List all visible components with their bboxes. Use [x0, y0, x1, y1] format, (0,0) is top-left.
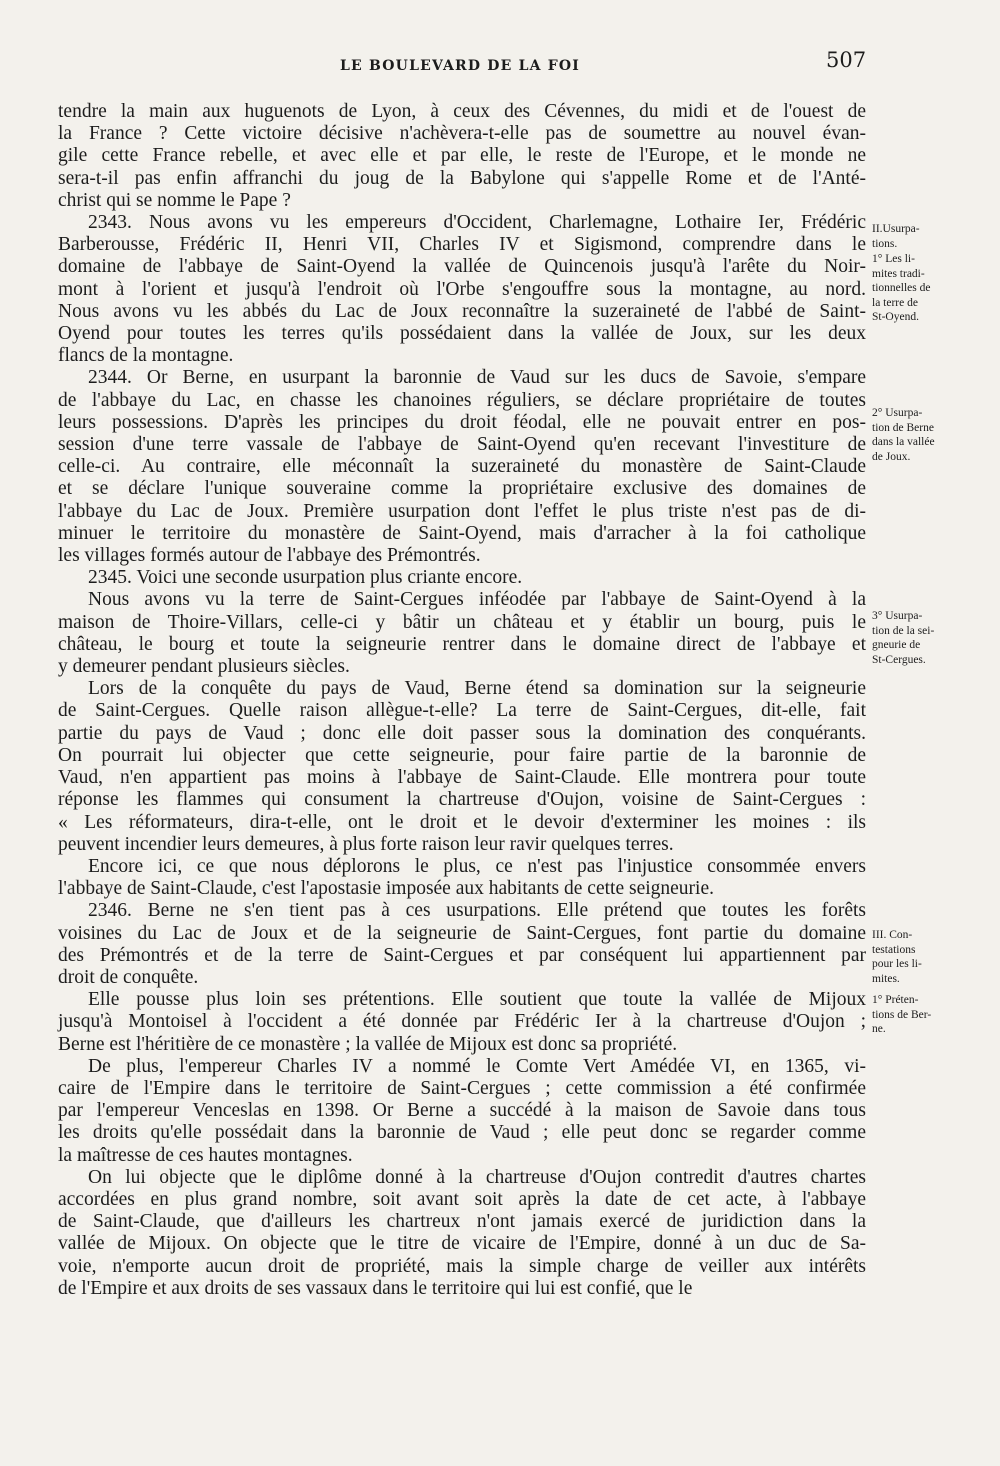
- margin-note: [872, 406, 964, 464]
- margin-note-line: la terre de: [872, 296, 918, 309]
- paragraph: [58, 589, 866, 678]
- margin-note: [872, 928, 964, 986]
- paragraph: [58, 856, 866, 900]
- paragraph: [58, 1167, 866, 1300]
- text-line: On lui objecte que le diplôme donné à la chartreuse d'Oujon contredit d'autres chartes: [88, 1166, 866, 1188]
- text-line: Nous avons vu la terre de Saint-Cergues inféodée par l'abbaye de Saint-Oyend à la: [88, 589, 866, 611]
- text-line: caire de l'Empire dans le territoire de Saint-Cergues ; cette commission a été confirmée: [58, 1077, 866, 1099]
- text-line: Encore ici, ce que nous déplorons le plus, ce n'est pas l'injustice consommée envers: [88, 855, 866, 877]
- text-line: château, le bourg et toute la seigneurie rentrer dans le domaine direct de l'abbaye et: [58, 633, 866, 655]
- margin-note-line: gneurie de: [872, 639, 921, 651]
- margin-note: [872, 252, 964, 325]
- paragraph: [58, 900, 866, 989]
- text-line: les droits qu'elle possédait dans la baronnie de Vaud ; elle peut donc se regarder comme: [58, 1122, 866, 1144]
- text-line: Berne est l'héritière de ce monastère ; la vallée de Mijoux est donc sa propriété.: [58, 1033, 678, 1055]
- margin-note-line: tion de la sei-: [872, 624, 935, 637]
- paragraph: [58, 101, 866, 212]
- text-line: de l'abbaye du Lac, en chasse les chanoines réguliers, se déclare propriétaire de toutes: [58, 389, 866, 411]
- margin-note: [872, 609, 964, 667]
- text-line: tendre la main aux huguenots de Lyon, à ceux des Cévennes, du midi et de l'ouest de: [58, 101, 866, 122]
- text-line: l'abbaye du Lac de Joux. Première usurpation dont l'effet le plus triste n'est pas de di-: [58, 500, 866, 522]
- text-line: par l'empereur Venceslas en 1398. Or Berne a succédé à la maison de Savoie dans tous: [58, 1100, 866, 1122]
- text-line: Oyend pour toutes les terres qu'ils possédaient dans la vallée de Joux, sur les deux: [58, 323, 866, 345]
- margin-note: [872, 993, 964, 1037]
- page-number: 507: [826, 48, 867, 72]
- text-line: Barberousse, Frédéric II, Henri VII, Charles IV et Sigismond, comprendre dans le: [58, 234, 866, 256]
- text-line: les villages formés autour de l'abbaye des Prémontrés.: [58, 545, 481, 567]
- text-line: leurs possessions. D'après les principes du droit féodal, elle ne pouvait entrer en pos-: [58, 411, 866, 433]
- margin-note-line: 3° Usurpa-: [872, 610, 923, 622]
- paragraph: [58, 1056, 866, 1167]
- text-line: 2344. Or Berne, en usurpant la baronnie de Vaud sur les ducs de Savoie, s'empare: [88, 367, 866, 389]
- margin-note-line: mites.: [872, 972, 900, 985]
- margin-note-line: II.Usurpa-: [872, 223, 920, 235]
- margin-note-line: 1° Les li-: [872, 253, 915, 265]
- text-line: Vaud, n'en appartient pas moins à l'abbaye de Saint-Claude. Elle montrera pour toute: [58, 767, 866, 789]
- text-line: l'abbaye de Saint-Claude, c'est l'apostasie imposée aux habitants de cette seigneurie.: [58, 878, 714, 900]
- paragraph: [58, 567, 866, 589]
- margin-note-line: St-Cergues.: [872, 653, 926, 666]
- text-line: flancs de la montagne.: [58, 345, 234, 367]
- text-line: la maîtresse de ces hautes montagnes.: [58, 1144, 353, 1166]
- text-line: des Prémontrés et de la terre de Saint-Cergues et par conséquent lui appartiennent par: [58, 944, 866, 966]
- margin-note-line: pour les li-: [872, 958, 922, 970]
- paragraph: [58, 678, 866, 856]
- text-line: On pourrait lui objecter que cette seigneurie, pour faire partie de la baronnie de: [58, 744, 866, 766]
- text-line: celle-ci. Au contraire, elle méconnaît la suzeraineté du monastère de Saint-Claude: [58, 456, 866, 478]
- text-line: accordées en plus grand nombre, soit avant soit après la date de cet acte, à l'abbaye: [58, 1188, 866, 1210]
- margin-note-line: mites tradi-: [872, 267, 925, 280]
- text-line: « Les réformateurs, dira-t-elle, ont le droit et le devoir d'exterminer les moines : ils: [58, 811, 866, 833]
- main-text: [58, 101, 866, 1300]
- text-line: partie du pays de Vaud ; donc elle doit passer sous la domination des conquérants.: [58, 722, 866, 744]
- text-line: Nous avons vu les abbés du Lac de Joux reconnaître la suzeraineté de l'abbé de Saint-: [58, 300, 866, 322]
- running-head: LE BOULEVARD DE LA FOI: [340, 58, 581, 74]
- text-line: mont à l'orient et jusqu'à l'endroit où l'Orbe s'engouffre sous la montagne, au nord.: [58, 278, 866, 300]
- margin-note-line: tion de Berne: [872, 421, 934, 434]
- margin-note-line: tionnelles de: [872, 282, 931, 294]
- paragraph: [58, 367, 866, 567]
- text-line: gile cette France rebelle, et avec elle et par elle, le reste de l'Europe, et le monde ne: [58, 145, 866, 167]
- text-line: Lors de la conquête du pays de Vaud, Berne étend sa domination sur la seigneurie: [88, 678, 866, 700]
- margin-note-line: tions de Ber-: [872, 1008, 932, 1021]
- text-line: vallée de Mijoux. On objecte que le titre de vicaire de l'Empire, donné à un duc de Sa-: [58, 1233, 866, 1255]
- text-line: de Saint-Cergues. Quelle raison allègue-t-elle? La terre de Saint-Cergues, dit-elle, fait: [58, 700, 866, 722]
- text-line: la France ? Cette victoire décisive n'achèvera-t-elle pas de soumettre au nouvel évan-: [58, 123, 866, 145]
- text-line: de l'Empire et aux droits de ses vassaux dans le territoire qui lui est confié, que le: [58, 1277, 693, 1299]
- text-line: christ qui se nomme le Pape ?: [58, 189, 291, 211]
- text-line: 2343. Nous avons vu les empereurs d'Occident, Charlemagne, Lothaire Ier, Frédéric: [88, 212, 866, 234]
- margin-note-line: III. Con-: [872, 929, 913, 941]
- margin-note-line: tions.: [872, 237, 898, 250]
- text-line: peuvent incendier leurs demeures, à plus forte raison leur ravir quelques terres.: [58, 833, 674, 855]
- margin-note-line: St-Oyend.: [872, 311, 919, 323]
- margin-note-line: de Joux.: [872, 450, 911, 463]
- text-line: De plus, l'empereur Charles IV a nommé le Comte Vert Amédée VI, en 1365, vi-: [88, 1055, 866, 1077]
- margin-note-line: 1° Préten-: [872, 994, 919, 1006]
- text-line: jusqu'à Montoisel à l'occident a été donnée par Frédéric Ier à la chartreuse d'Oujon ;: [58, 1011, 866, 1033]
- text-line: 2345. Voici une seconde usurpation plus criante encore.: [88, 567, 523, 589]
- text-line: et se déclare l'unique souveraine comme la propriétaire exclusive des domaines de: [58, 478, 866, 500]
- text-line: session d'une terre vassale de l'abbaye de Saint-Oyend qu'en recevant l'investiture de: [58, 434, 866, 456]
- text-line: maison de Thoire-Villars, celle-ci y bâtir un château et y établir un bourg, puis le: [58, 611, 866, 633]
- text-line: de Saint-Claude, que d'ailleurs les chartreux n'ont jamais exercé de juridiction dans la: [58, 1211, 866, 1233]
- margin-note-line: dans la vallée: [872, 436, 935, 448]
- paragraph: [58, 989, 866, 1056]
- text-line: réponse les flammes qui consument la chartreuse d'Oujon, voisine de Saint-Cergues :: [58, 789, 866, 811]
- text-line: 2346. Berne ne s'en tient pas à ces usurpations. Elle prétend que toutes les forêts: [88, 900, 866, 922]
- text-line: domaine de l'abbaye de Saint-Oyend la vallée de Quincenois jusqu'à l'arête du Noir-: [58, 256, 866, 278]
- margin-note-line: 2° Usurpa-: [872, 407, 923, 419]
- margin-note: [872, 222, 964, 251]
- text-line: voie, n'emporte aucun droit de propriété, mais la simple charge de veiller aux intérêts: [58, 1255, 866, 1277]
- paragraph: [58, 212, 866, 367]
- text-line: Elle pousse plus loin ses prétentions. Elle soutient que toute la vallée de Mijoux: [88, 989, 866, 1011]
- text-line: voisines du Lac de Joux et de la seigneurie de Saint-Cergues, font partie du domaine: [58, 922, 866, 944]
- margin-note-line: testations: [872, 943, 916, 956]
- margin-note-line: ne.: [872, 1023, 886, 1035]
- text-line: droit de conquête.: [58, 966, 199, 988]
- text-line: minuer le territoire du monastère de Saint-Oyend, mais d'arracher à la foi catholique: [58, 522, 866, 544]
- text-line: y demeurer pendant plusieurs siècles.: [58, 656, 350, 678]
- text-line: sera-t-il pas enfin affranchi du joug de la Babylone qui s'appelle Rome et de l'Anté-: [58, 167, 866, 189]
